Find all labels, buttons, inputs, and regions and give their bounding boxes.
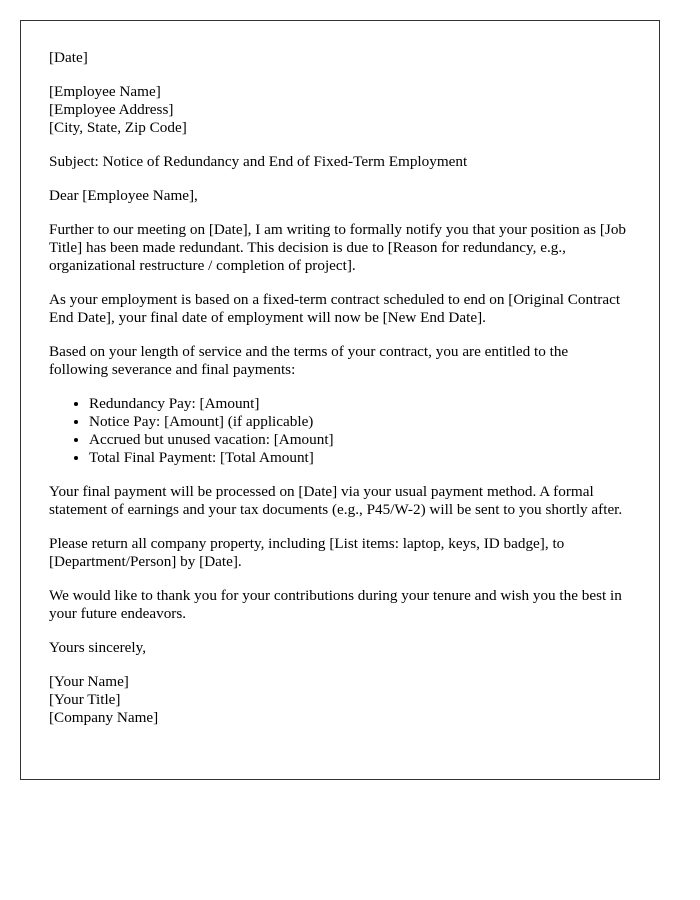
recipient-block (49, 83, 631, 137)
payment-item-notice: • Notice Pay: [Amount] (if applicable) (89, 413, 631, 431)
letter-closing: Yours sincerely, (49, 639, 147, 656)
paragraph-processing: Your final payment will be processed on [Date] via your usual payment method. A formal statement of earnings and your tax documents (e.g., P45/W-2) will be sent to you shortly after. (49, 483, 623, 518)
letter-date: [Date] (49, 49, 88, 66)
payment-item-total: • Total Final Payment: [Total Amount] (89, 449, 631, 467)
paragraph-thanks: We would like to thank you for your contributions during your tenure and wish you the best in your future endeavors. (49, 587, 622, 622)
signature-company: [Company Name] (49, 709, 159, 726)
signature-title: [Your Title] (49, 691, 121, 708)
payment-item-vacation: • Accrued but unused vacation: [Amount] (89, 431, 631, 449)
paragraph-entitlement: Based on your length of service and the terms of your contract, you are entitled to the following severance and final payments: (49, 343, 569, 378)
payments-list (49, 395, 631, 467)
letter-salutation: Dear [Employee Name], (49, 187, 198, 204)
recipient-name: [Employee Name] (49, 83, 161, 100)
recipient-city-state-zip: [City, State, Zip Code] (49, 119, 187, 136)
paragraph-property: Please return all company property, including [List items: laptop, keys, ID badge], to [Department/Person] by [Date]. (49, 535, 565, 570)
recipient-address: [Employee Address] (49, 101, 174, 118)
signature-block (49, 673, 631, 727)
payment-item-redundancy: • Redundancy Pay: [Amount] (89, 395, 631, 413)
paragraph-contract: As your employment is based on a fixed-term contract scheduled to end on [Original Contract End Date], your final date of employment will now be [New End Date]. (49, 291, 621, 326)
signature-name: [Your Name] (49, 673, 129, 690)
letter-page (20, 20, 660, 780)
paragraph-intro: Further to our meeting on [Date], I am writing to formally notify you that your position as [Job Title] has been made redundant. This decision is due to [Reason for redundancy, e.g., organizational restructure / completion of project]. (49, 221, 627, 274)
letter-subject: Subject: Notice of Redundancy and End of Fixed-Term Employment (49, 153, 468, 170)
